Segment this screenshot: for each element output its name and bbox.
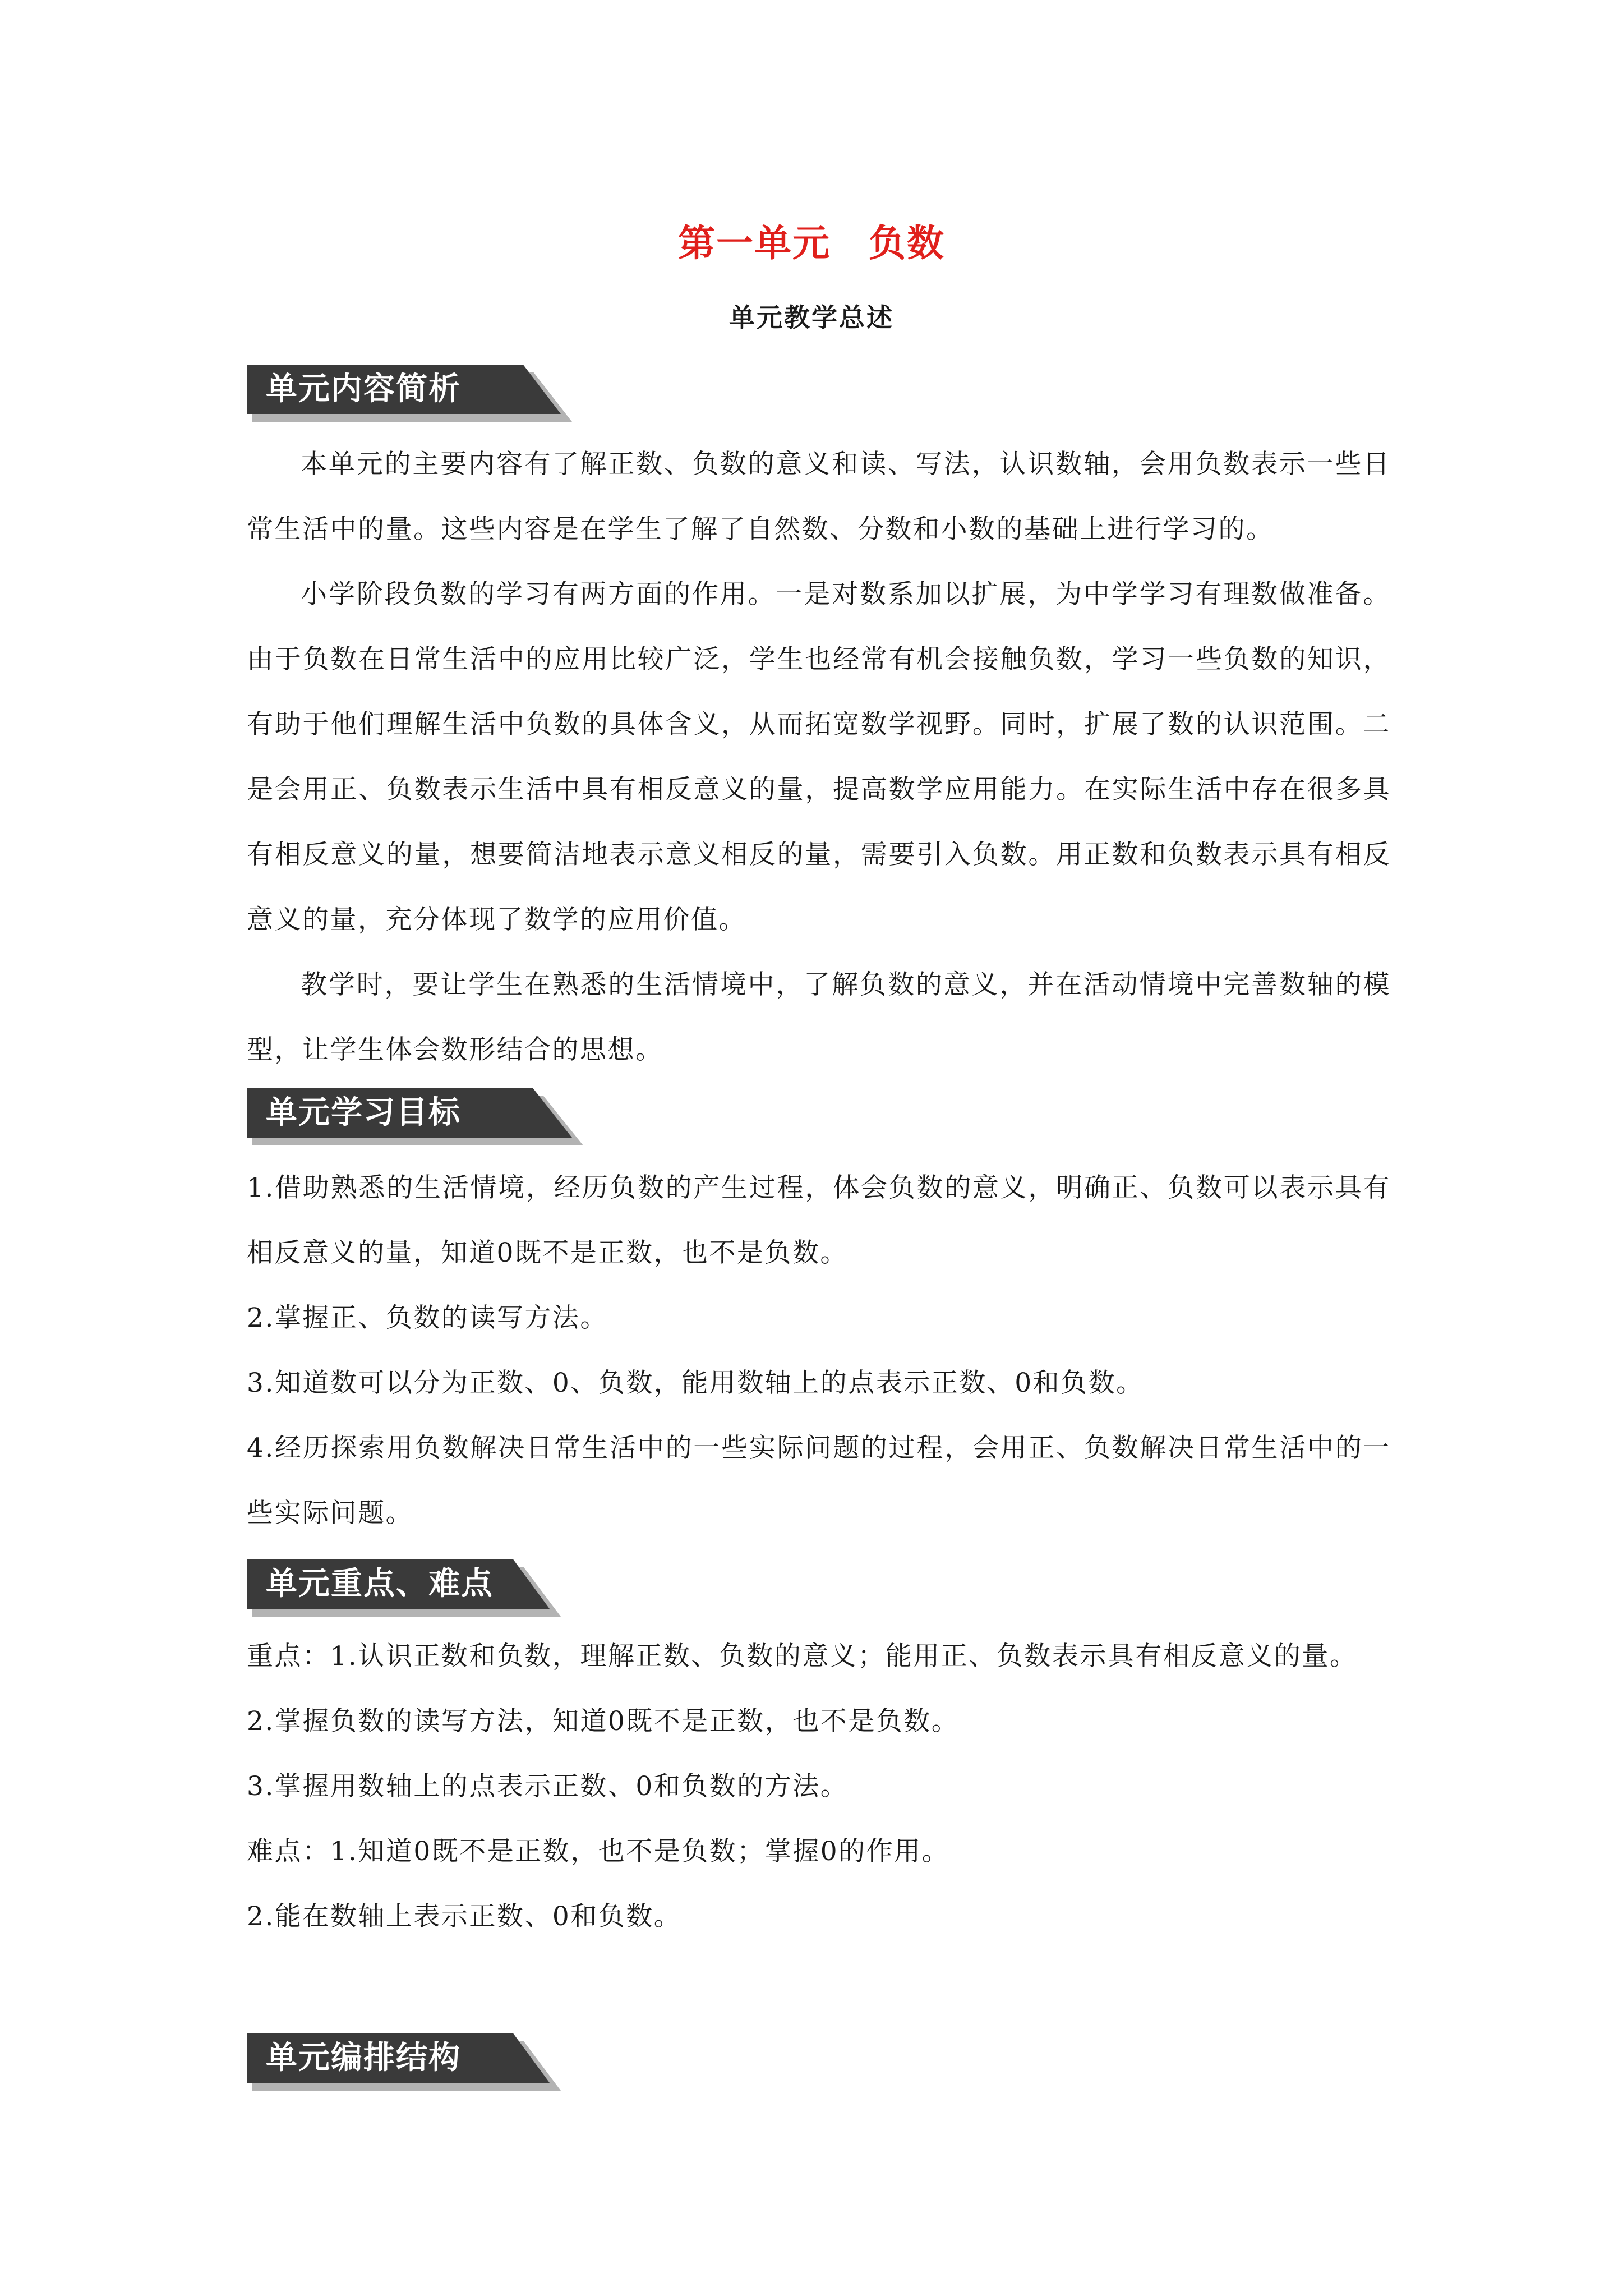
- section-heading: 单元重点、难点: [266, 1566, 494, 1602]
- objective-item: 4.经历探索用负数解决日常生活中的一些实际问题的过程，会用正、负数解决日常生活中的一些实际问题。: [247, 1433, 1391, 1529]
- objective-item: 2.掌握正、负数的读写方法。: [247, 1303, 608, 1333]
- key-point-line: 3.掌握用数轴上的点表示正数、0和负数的方法。: [247, 1771, 849, 1802]
- key-point-line: 重点：1.认识正数和负数，理解正数、负数的意义；能用正、负数表示具有相反意义的量。: [247, 1641, 1358, 1672]
- section-heading: 单元学习目标: [266, 1094, 461, 1131]
- page-title: 第一单元 负数: [678, 221, 945, 265]
- section-heading: 单元内容简析: [266, 371, 461, 407]
- difficulty-line: 2.能在数轴上表示正数、0和负数。: [247, 1901, 682, 1932]
- page-subtitle: 单元教学总述: [729, 302, 894, 333]
- section-banner-objectives: [247, 1088, 583, 1147]
- paragraph: 教学时，要让学生在熟悉的生活情境中，了解负数的意义，并在活动情境中完善数轴的模型，让学生体会数形结合的思想。: [247, 969, 1391, 1065]
- section-banner-structure: [247, 2033, 561, 2092]
- objective-item: 3.知道数可以分为正数、0、负数，能用数轴上的点表示正数、0和负数。: [247, 1368, 1144, 1398]
- section-heading: 单元编排结构: [266, 2040, 461, 2076]
- section-banner-key-points: [247, 1559, 561, 1618]
- difficulty-line: 难点：1.知道0既不是正数，也不是负数；掌握0的作用。: [247, 1836, 950, 1867]
- section-banner-content-analysis: [247, 365, 572, 423]
- objective-item: 1.借助熟悉的生活情境，经历负数的产生过程，体会负数的意义，明确正、负数可以表示具有相反意义的量，知道0既不是正数，也不是负数。: [247, 1172, 1391, 1268]
- key-point-line: 2.掌握负数的读写方法，知道0既不是正数，也不是负数。: [247, 1706, 960, 1737]
- paragraph: 本单元的主要内容有了解正数、负数的意义和读、写法，认识数轴，会用负数表示一些日常生活中的量。这些内容是在学生了解了自然数、分数和小数的基础上进行学习的。: [247, 449, 1391, 545]
- paragraph: 小学阶段负数的学习有两方面的作用。一是对数系加以扩展，为中学学习有理数做准备。由于负数在日常生活中的应用比较广泛，学生也经常有机会接触负数，学习一些负数的知识，有助于他们理解生活中负数的具体含义，从而拓宽数学视野。同时，扩展了数的认识范围。二是会用正、负数表示生活中具有相反意义的量，提高数学应用能力。在实际生活中存在很多具有相反意义的量，想要简洁地表示意义相反的量，需要引入负数。用正数和负数表示具有相反意义的量，充分体现了数学的应用价值。: [247, 579, 1391, 935]
